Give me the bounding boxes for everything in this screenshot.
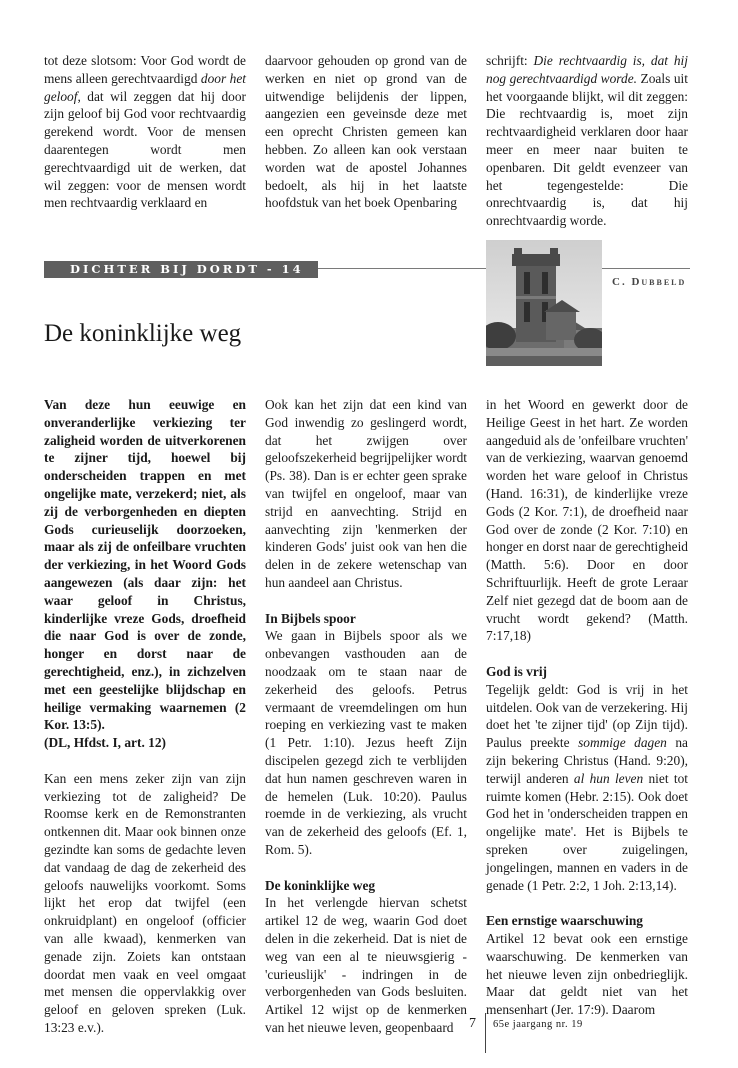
body-paragraph: Ook kan het zijn dat een kind van God inwendig zo geslingerd wordt, dat het zwijgen over geloofszekerheid begrijpelijker wordt (Ps. 38). Dan is er echter geen sprake van twijfel en ongeloof, maar van strijd en aanvechting. Strijd en aanvechting zijn 'kenmerken der kinderen Gods' juist ook van hen die delen in de zekere wetenschap van hun aandeel aan Christus. <box>265 397 467 590</box>
section-heading: God is vrij <box>486 663 548 679</box>
article-column-3 <box>486 396 688 1019</box>
article-column-2 <box>265 396 467 1037</box>
church-tower-image <box>486 240 602 366</box>
church-tower-photo <box>486 240 602 366</box>
article-column-1 <box>44 396 246 1037</box>
page-number: 7 <box>469 1016 476 1031</box>
footer-divider <box>485 1013 486 1053</box>
continued-column-1 <box>44 52 246 212</box>
section-heading: De koninklijke weg <box>265 877 376 893</box>
series-label: DICHTER BIJ DORDT - 14 <box>44 261 318 278</box>
quote-source: (DL, Hfdst. I, art. 12) <box>44 735 166 751</box>
section-heading: Een ernstige waarschuwing <box>486 913 643 929</box>
section-heading: In Bijbels spoor <box>265 610 356 626</box>
continued-paragraph: daarvoor gehouden op grond van de werken en niet op grond van de uitwendige belijdenis der lippen, aangezien een geveinsde deze met een oprecht Christen gemeen kan hebben. Zo alleen kan ook verstaan worden wat de apostel Johannes bedoelt, als hij in het laatste hoofdstuk van het boek Openbaring <box>265 53 467 211</box>
continued-column-3 <box>486 52 688 230</box>
article-title: De koninklijke weg <box>44 320 242 347</box>
journal-issue: 65e jaargang nr. 19 <box>493 1019 583 1030</box>
body-paragraph: Tegelijk geldt: God is vrij in het uitdelen. Ook van de verzekering. Hij doet het 'te zijner tijd' (op Zijn tijd). Paulus preekte sommige dagen na zijn bekering Christus (Hand. 9:20), terwijl anderen al hun leven niet tot ruimte komen (Hebr. 2:15). Ook doet God het in 'onderscheiden trappen en ongelijke mate'. Het is Bijbels te spreken over zuigelingen, jongelingen, mannen en vaders in de genade (1 Petr. 2:2, 1 Joh. 2:13,14). <box>486 681 688 893</box>
author-name: C. Dubbeld <box>612 276 687 288</box>
body-paragraph: Kan een mens zeker zijn van zijn verkiezing tot de zaligheid? De Roomse kerk en de Remonstranten ontkennen dit. Maar ook binnen onze gezindte kan soms de gedachte leven dat vandaag de dag de zekerheid des geloofs nauwelijks voorkomt. Soms lijkt het erop dat twijfel (een onkruidplant) en ongeloof (officier van alle kwaad), kenmerken van genade zijn. Zoiets kan ontstaan doordat men vaak en veel omgaat met mensen die oppervlakkig over geloof en geloven spreken (Luk. 13:23 e.v.). <box>44 770 246 1035</box>
confession-quote: Van deze hun eeuwige en onveranderlijke verkiezing ter zaligheid worden de uitverkorenen te zijner tijd, hoewel bij onderscheiden trappen en met ongelijke mate, verzekerd; niet, als zij de verborgenheden en diepten Gods curieuselijk doorzoeken, maar als zij de onfeilbare vruchten der verkiezing, in het Woord Gods aangewezen (als daar zijn: het waar geloof in Christus, kinderlijke vreze Gods, droefheid die naar God is over de zonde, honger en dorst naar de gerechtigheid, enz.), in zichzelven met een geestelijke blijdschap en heilige vermaking waarnemen (2 Kor. 13:5). <box>44 397 246 733</box>
body-paragraph: Artikel 12 bevat ook een ernstige waarschuwing. De kenmerken van het nieuwe leven zijn onbedrieglijk. Maar dat geldt niet van het mensenhart (Jer. 17:9). Daarom <box>486 930 688 1018</box>
body-paragraph: In het verlengde hiervan schetst artikel 12 de weg, waarin God doet delen in die zekerheid. Dat is niet de weg van een al te nieuwsgierig - 'curieuslijk' - indringen in de verborgenheden van Gods besluiten. Artikel 12 wijst op de kenmerken van het nieuwe leven, geopenbaard <box>265 895 467 1035</box>
body-paragraph: in het Woord en gewerkt door de Heilige Geest in het hart. Ze worden aangeduid als de 'onfeilbare vruchten' van de verkiezing, waarvan genoemd worden het ware geloof in Christus (Hand. 16:31), de kinderlijke vreze Gods (2 Kor. 7:1), de droefheid naar God over de zonde (2 Kor. 7:10) en honger en dorst naar de gerechtigheid (Matth. 5:6). Door en door Schriftuurlijk. Heeft de grote Leraar Zelf niet gezegd dat de boom aan de vrucht wordt gekend? (Matth. 7:17,18) <box>486 397 688 644</box>
continued-column-2 <box>265 52 467 212</box>
continued-paragraph: tot deze slotsom: Voor God wordt de mens alleen gerechtvaardigd door het geloof, dat wil zeggen dat hij door zijn geloof bij God voor rechtvaardig gerekend wordt. Voor de mensen daarentegen wordt men gerechtvaardigd uit de werken, dat wil zeggen: voor de mensen wordt men rechtvaardig verklaard en <box>44 53 246 211</box>
body-paragraph: We gaan in Bijbels spoor als we onbevangen vasthouden aan de noodzaak om te staan naar de zekerheid des geloofs. Petrus vermaant de vreemdelingen om hun roeping en verkiezing vast te maken (1 Petr. 1:10). Jezus heeft Zijn discipelen gezegd zich te verblijden dat hun namen geschreven waren in de hemelen (Luk. 10:20). Paulus roemde in de verkiezing, als vrucht van de zekerheid des geloofs (Ef. 1, Rom. 5). <box>265 628 467 857</box>
continued-paragraph: schrijft: Die rechtvaardig is, dat hij nog gerechtvaardigd worde. Zoals uit het voorgaande blijkt, wil dit zeggen: Die rechtvaardig is, moet zijn rechtvaardigheid verklaren door haar meer en meer naar buiten te openbaren. Dit geldt evenzeer van het tegengestelde: Die onrechtvaardig is, dat hij onrechtvaardig worde. <box>486 53 688 229</box>
